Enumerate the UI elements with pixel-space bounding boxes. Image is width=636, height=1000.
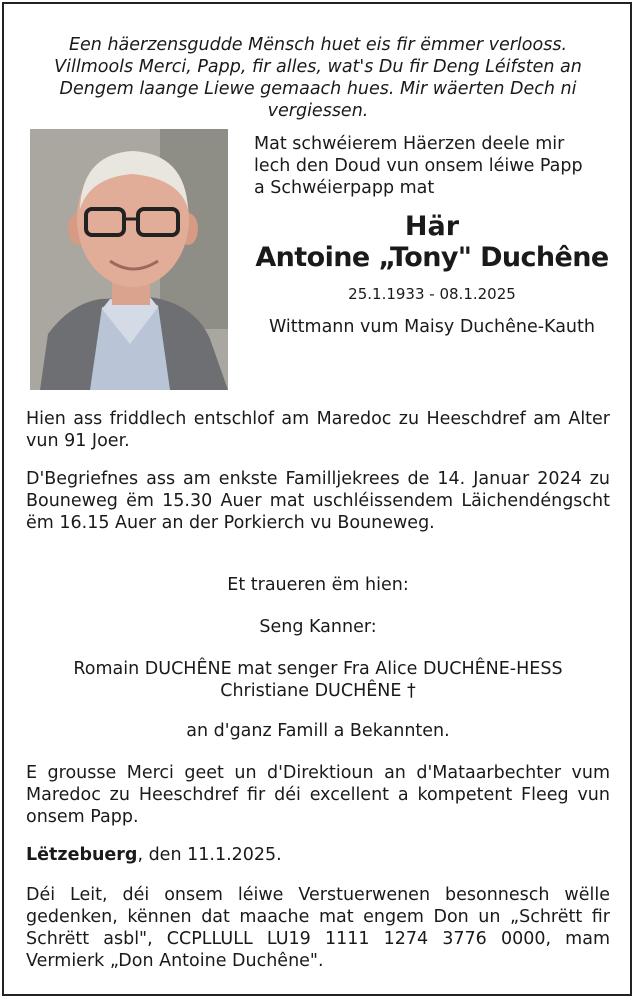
mourners-heading: Et traueren ëm hien:	[227, 575, 409, 595]
intro-tribute: Een häerzensgudde Mënsch huet eis fir ëmmer verlooss. Villmools Merci, Papp, fir alles, wat's Du fir Deng Léifsten an Dengem laange Liewe gemaach hues. Mir wäerten Dech ni vergiessen.	[54, 35, 582, 121]
header-line-3: a Schwéierpapp mat	[254, 178, 435, 198]
funeral-paragraph: D'Begriefnes ass am enkste Familljekrees de 14. Januar 2024 zu Bouneweg ëm 15.30 Auer mat uschléissendem Läichendéngscht ëm 16.15 Auer an der Porkierch vu Bouneweg.	[26, 469, 610, 533]
thanks-paragraph: E grousse Merci geet un d'Direktioun an d'Mataarbechter vum Maredoc zu Heeschdref fir déi excellent a kompetent Fleeg vun onsem Papp.	[26, 763, 610, 827]
children-heading: Seng Kanner:	[259, 617, 377, 637]
place-date: , den 11.1.2025.	[137, 845, 282, 865]
passing-paragraph: Hien ass friddlech entschlof am Maredoc zu Heeschdref am Alter vun 91 Joer.	[26, 409, 610, 451]
header-line-2: lech den Doud vun onsem léiwe Papp	[254, 156, 583, 176]
donation-paragraph: Déi Leit, déi onsem léiwe Verstuerwenen besonnesch wëlle gedenken, kënnen dat maache mat engem Don un „Schrëtt fir Schrëtt asbl", CCPLLULL LU19 1111 1274 3776 0000, mam Vermierk „Don Antoine Duchêne".	[26, 885, 610, 971]
life-dates: 25.1.1933 - 08.1.2025	[348, 285, 516, 303]
announcement-header	[254, 133, 614, 199]
child-2: Christiane DUCHÊNE †	[220, 681, 416, 701]
widower-line: Wittmann vum Maisy Duchêne-Kauth	[269, 317, 595, 337]
place-date-line	[26, 844, 610, 866]
header-line-1: Mat schwéierem Häerzen deele mir	[254, 134, 565, 154]
portrait-photo	[30, 129, 228, 390]
child-1: Romain DUCHÊNE mat senger Fra Alice DUCHÊNE-HESS	[73, 659, 563, 679]
deceased-name: Antoine „Tony" Duchêne	[255, 242, 609, 273]
honorific-title: Här	[404, 211, 460, 242]
place-name: Lëtzebuerg	[26, 845, 138, 865]
family-line: an d'ganz Famill a Bekannten.	[186, 721, 450, 741]
